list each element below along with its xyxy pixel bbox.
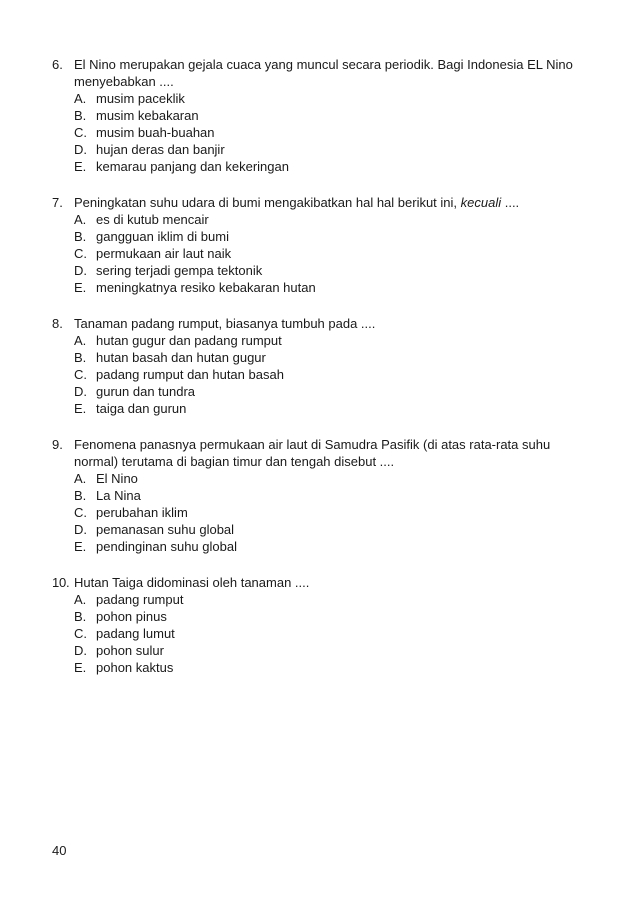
answer-option-c [74, 124, 582, 141]
option-letter: A. [74, 471, 87, 486]
option-letter: A. [74, 333, 87, 348]
option-text: pohon pinus [96, 609, 167, 624]
question-text-tail: .... [501, 195, 520, 210]
question-list [52, 56, 582, 695]
answer-option-b [74, 487, 582, 504]
option-letter: C. [74, 626, 87, 641]
option-letter: D. [74, 142, 87, 157]
answer-option-b [74, 349, 582, 366]
option-text: perubahan iklim [96, 505, 188, 520]
option-text: hujan deras dan banjir [96, 142, 225, 157]
question-number: 9. [52, 437, 63, 452]
option-letter: C. [74, 505, 87, 520]
option-letter: C. [74, 246, 87, 261]
question-6 [52, 56, 582, 175]
answer-option-d [74, 383, 582, 400]
option-text: permukaan air laut naik [96, 246, 232, 261]
option-letter: B. [74, 108, 87, 123]
answer-option-b [74, 228, 582, 245]
option-letter: D. [74, 643, 87, 658]
answer-options [74, 470, 582, 555]
question-stem [52, 574, 582, 591]
answer-option-a [74, 211, 582, 228]
question-number: 10. [52, 575, 70, 590]
option-text: meningkatnya resiko kebakaran hutan [96, 280, 316, 295]
answer-option-d [74, 642, 582, 659]
option-letter: D. [74, 384, 87, 399]
question-text [74, 194, 582, 211]
page-number: 40 [52, 843, 67, 858]
option-text: pemanasan suhu global [96, 522, 235, 537]
option-letter: B. [74, 229, 87, 244]
option-letter: A. [74, 91, 87, 106]
option-letter: A. [74, 212, 87, 227]
answer-options [74, 211, 582, 296]
option-letter: A. [74, 592, 87, 607]
answer-option-d [74, 141, 582, 158]
question-text [74, 574, 582, 591]
option-text: La Nina [96, 488, 141, 503]
answer-option-e [74, 158, 582, 175]
question-text [74, 315, 582, 332]
option-text: sering terjadi gempa tektonik [96, 263, 263, 278]
option-text: padang lumut [96, 626, 175, 641]
answer-option-b [74, 107, 582, 124]
question-stem [52, 315, 582, 332]
answer-option-a [74, 332, 582, 349]
question-text-main: Fenomena panasnya permukaan air laut di Samudra Pasifik (di atas rata-rata suhu normal) terutama di bagian timur dan tengah disebut .... [74, 437, 551, 469]
answer-option-a [74, 470, 582, 487]
question-number: 6. [52, 57, 63, 72]
option-text: hutan gugur dan padang rumput [96, 333, 282, 348]
answer-option-b [74, 608, 582, 625]
option-letter: C. [74, 367, 87, 382]
option-letter: D. [74, 522, 87, 537]
option-text: musim paceklik [96, 91, 185, 106]
answer-option-a [74, 90, 582, 107]
option-text: gurun dan tundra [96, 384, 196, 399]
option-letter: B. [74, 488, 87, 503]
option-text: pohon kaktus [96, 660, 174, 675]
question-text-main: Tanaman padang rumput, biasanya tumbuh pada .... [74, 316, 376, 331]
answer-option-e [74, 659, 582, 676]
answer-option-c [74, 504, 582, 521]
option-text: taiga dan gurun [96, 401, 187, 416]
option-text: musim buah-buahan [96, 125, 215, 140]
question-number: 7. [52, 195, 63, 210]
question-stem [52, 56, 582, 90]
question-7 [52, 194, 582, 296]
answer-option-e [74, 400, 582, 417]
question-text [74, 436, 582, 470]
question-stem [52, 436, 582, 470]
option-text: musim kebakaran [96, 108, 199, 123]
option-letter: C. [74, 125, 87, 140]
question-stem [52, 194, 582, 211]
answer-options [74, 90, 582, 175]
answer-option-c [74, 366, 582, 383]
answer-options [74, 591, 582, 676]
option-text: pendinginan suhu global [96, 539, 237, 554]
question-number: 8. [52, 316, 63, 331]
option-letter: E. [74, 401, 87, 416]
question-9 [52, 436, 582, 555]
option-text: gangguan iklim di bumi [96, 229, 229, 244]
option-letter: B. [74, 350, 87, 365]
question-10 [52, 574, 582, 676]
question-text-main: El Nino merupakan gejala cuaca yang muncul secara periodik. Bagi Indonesia EL Nino menyebabkan .... [74, 57, 573, 89]
answer-option-a [74, 591, 582, 608]
answer-option-c [74, 245, 582, 262]
question-text-main: Peningkatan suhu udara di bumi mengakibatkan hal hal berikut ini, [74, 195, 461, 210]
answer-option-d [74, 262, 582, 279]
option-text: El Nino [96, 471, 138, 486]
question-text-italic: kecuali [460, 195, 502, 210]
answer-option-e [74, 279, 582, 296]
question-text [74, 56, 582, 90]
answer-options [74, 332, 582, 417]
option-text: es di kutub mencair [96, 212, 209, 227]
option-letter: E. [74, 660, 87, 675]
answer-option-c [74, 625, 582, 642]
option-text: kemarau panjang dan kekeringan [96, 159, 289, 174]
question-text-main: Hutan Taiga didominasi oleh tanaman .... [74, 575, 310, 590]
option-text: hutan basah dan hutan gugur [96, 350, 266, 365]
option-letter: B. [74, 609, 87, 624]
question-8 [52, 315, 582, 417]
option-text: pohon sulur [96, 643, 164, 658]
answer-option-e [74, 538, 582, 555]
option-letter: D. [74, 263, 87, 278]
option-letter: E. [74, 280, 87, 295]
answer-option-d [74, 521, 582, 538]
option-letter: E. [74, 159, 87, 174]
option-text: padang rumput dan hutan basah [96, 367, 284, 382]
option-text: padang rumput [96, 592, 184, 607]
option-letter: E. [74, 539, 87, 554]
